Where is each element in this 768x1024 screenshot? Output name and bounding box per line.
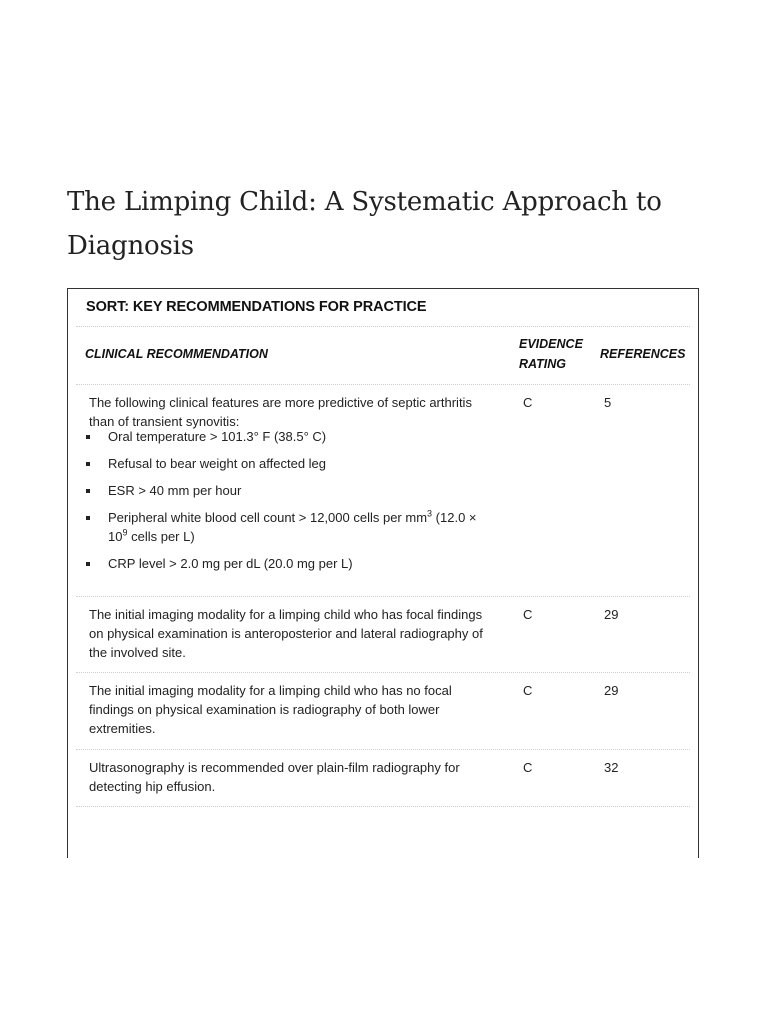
bullet-text: Refusal to bear weight on affected leg xyxy=(108,456,327,471)
list-item xyxy=(89,481,489,500)
bullet-square-icon xyxy=(86,462,90,466)
evidence-rating: C xyxy=(523,395,533,410)
recommendation-text: The initial imaging modality for a limping child who has focal findings on physical examination is anteroposterior and lateral radiography of the involved site. xyxy=(89,607,483,660)
bullet-list xyxy=(89,427,489,581)
list-item xyxy=(89,554,489,573)
recommendation-text: The initial imaging modality for a limping child who has no focal findings on physical examination is radiography of both lower extremities. xyxy=(89,683,452,736)
bullet-text: Oral temperature > 101.3° F (38.5° C) xyxy=(108,429,327,444)
superscript: 9 xyxy=(122,527,128,538)
bullet-text: cells per L) xyxy=(127,529,195,544)
reference-number: 5 xyxy=(604,395,612,410)
column-header-references: REFERENCES xyxy=(600,347,686,361)
evidence-rating: C xyxy=(523,607,533,622)
divider xyxy=(76,672,690,673)
divider xyxy=(76,326,690,327)
evidence-rating: C xyxy=(523,683,533,698)
column-header-evidence-line1: EVIDENCE xyxy=(519,337,583,351)
recommendation-text: The following clinical features are more predictive of septic arthritis than of transient synovitis: xyxy=(89,395,472,429)
divider xyxy=(76,384,690,385)
column-header-recommendation: CLINICAL RECOMMENDATION xyxy=(85,347,268,361)
divider xyxy=(76,749,690,750)
list-item xyxy=(89,454,489,473)
bullet-square-icon xyxy=(86,516,90,520)
page-title: The Limping Child: A Systematic Approach to Diagnosis xyxy=(67,187,662,261)
bullet-square-icon xyxy=(86,435,90,439)
bullet-square-icon xyxy=(86,562,90,566)
recommendation-text: Ultrasonography is recommended over plain-film radiography for detecting hip effusion. xyxy=(89,760,460,794)
evidence-rating: C xyxy=(523,760,533,775)
reference-number: 29 xyxy=(604,683,619,698)
reference-number: 32 xyxy=(604,760,619,775)
bullet-square-icon xyxy=(86,489,90,493)
sort-recommendations-table xyxy=(67,288,699,858)
list-item xyxy=(89,508,489,546)
divider xyxy=(76,806,690,807)
bullet-text: Peripheral white blood cell count > 12,000 cells per mm xyxy=(108,510,428,525)
bullet-text: (12.0 × 10 xyxy=(108,510,477,544)
bullet-text: ESR > 40 mm per hour xyxy=(108,483,242,498)
divider xyxy=(76,596,690,597)
column-header-evidence-line2: RATING xyxy=(519,357,566,371)
bullet-text: CRP level > 2.0 mg per dL (20.0 mg per L) xyxy=(108,556,353,571)
reference-number: 29 xyxy=(604,607,619,622)
column-header-evidence xyxy=(519,334,583,374)
table-heading: SORT: KEY RECOMMENDATIONS FOR PRACTICE xyxy=(86,299,427,315)
list-item xyxy=(89,427,489,446)
superscript: 3 xyxy=(427,508,433,519)
